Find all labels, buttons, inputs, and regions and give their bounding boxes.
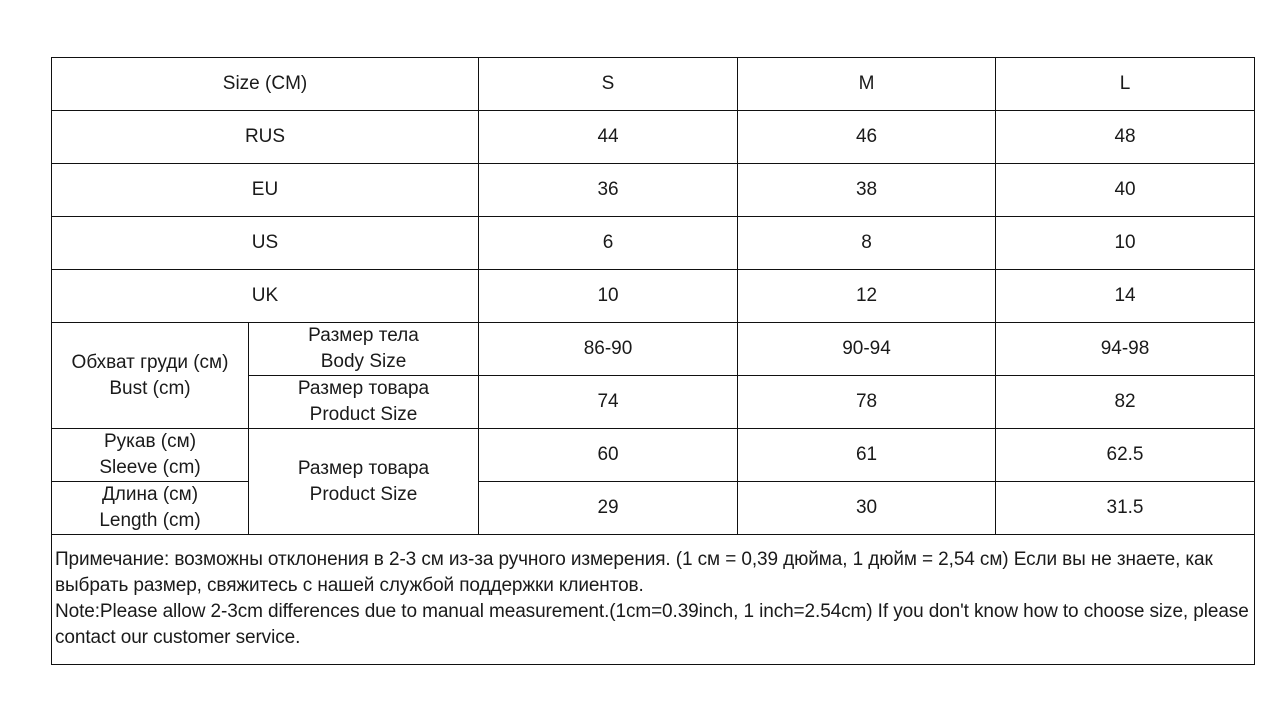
bust-product-size-label-ru: Размер товара xyxy=(297,378,430,399)
length-label-en: Length (cm) xyxy=(99,510,201,531)
note-row xyxy=(52,535,1255,665)
sleeve-label-ru: Рукав (см) xyxy=(103,431,197,452)
size-s-header: S xyxy=(479,58,738,111)
us-row xyxy=(52,217,1255,270)
uk-l: 14 xyxy=(996,270,1255,323)
eu-m: 38 xyxy=(738,164,996,217)
eu-s: 36 xyxy=(479,164,738,217)
length-l: 31.5 xyxy=(996,482,1255,535)
bust-product-size-label xyxy=(249,376,479,429)
rus-s: 44 xyxy=(479,111,738,164)
bust-product-l: 82 xyxy=(996,376,1255,429)
product-size-label-ru: Размер товара xyxy=(297,457,430,479)
us-s: 6 xyxy=(479,217,738,270)
eu-label: EU xyxy=(52,164,479,217)
uk-m: 12 xyxy=(738,270,996,323)
rus-label: RUS xyxy=(52,111,479,164)
rus-l: 48 xyxy=(996,111,1255,164)
sleeve-m: 61 xyxy=(738,429,996,482)
us-l: 10 xyxy=(996,217,1255,270)
eu-l: 40 xyxy=(996,164,1255,217)
body-size-label-en: Body Size xyxy=(320,351,407,372)
size-label-cell: Size (CM) xyxy=(52,58,479,111)
size-m-header: M xyxy=(738,58,996,111)
rus-row xyxy=(52,111,1255,164)
header-row xyxy=(52,58,1255,111)
length-m: 30 xyxy=(738,482,996,535)
bust-body-row xyxy=(52,323,1255,376)
rus-m: 46 xyxy=(738,111,996,164)
uk-row xyxy=(52,270,1255,323)
sleeve-row xyxy=(52,429,1255,482)
bust-body-m: 90-94 xyxy=(738,323,996,376)
sleeve-label-en: Sleeve (cm) xyxy=(99,457,201,478)
body-size-label-ru: Размер тела xyxy=(308,325,419,346)
note-cell xyxy=(52,535,1255,665)
length-label xyxy=(52,482,249,535)
uk-s: 10 xyxy=(479,270,738,323)
sleeve-s: 60 xyxy=(479,429,738,482)
bust-product-m: 78 xyxy=(738,376,996,429)
note-en: Note:Please allow 2-3cm differences due to manual measurement.(1cm=0.39inch, 1 inch=2.54cm) If you don't know how to choose size, please contact our customer service. xyxy=(55,601,1249,648)
bust-product-s: 74 xyxy=(479,376,738,429)
length-s: 29 xyxy=(479,482,738,535)
bust-label-ru: Обхват груди (см) xyxy=(71,351,229,373)
us-m: 8 xyxy=(738,217,996,270)
length-row xyxy=(52,482,1255,535)
note-ru: Примечание: возможны отклонения в 2-3 см из-за ручного измерения. (1 см = 0,39 дюйма, 1 дюйм = 2,54 см) Если вы не знаете, как выбрать размер, свяжитесь с нашей службой поддержки клиентов. xyxy=(55,549,1213,596)
bust-body-l: 94-98 xyxy=(996,323,1255,376)
bust-body-s: 86-90 xyxy=(479,323,738,376)
body-size-label xyxy=(249,323,479,376)
length-label-ru: Длина (см) xyxy=(101,484,199,505)
sleeve-label xyxy=(52,429,249,482)
uk-label: UK xyxy=(52,270,479,323)
product-size-label xyxy=(249,429,479,535)
bust-label xyxy=(52,323,249,429)
bust-label-en: Bust (cm) xyxy=(109,377,191,399)
eu-row xyxy=(52,164,1255,217)
sleeve-l: 62.5 xyxy=(996,429,1255,482)
size-chart-table xyxy=(51,57,1255,665)
bust-product-size-label-en: Product Size xyxy=(309,404,418,425)
us-label: US xyxy=(52,217,479,270)
product-size-label-en: Product Size xyxy=(309,483,418,505)
size-l-header: L xyxy=(996,58,1255,111)
